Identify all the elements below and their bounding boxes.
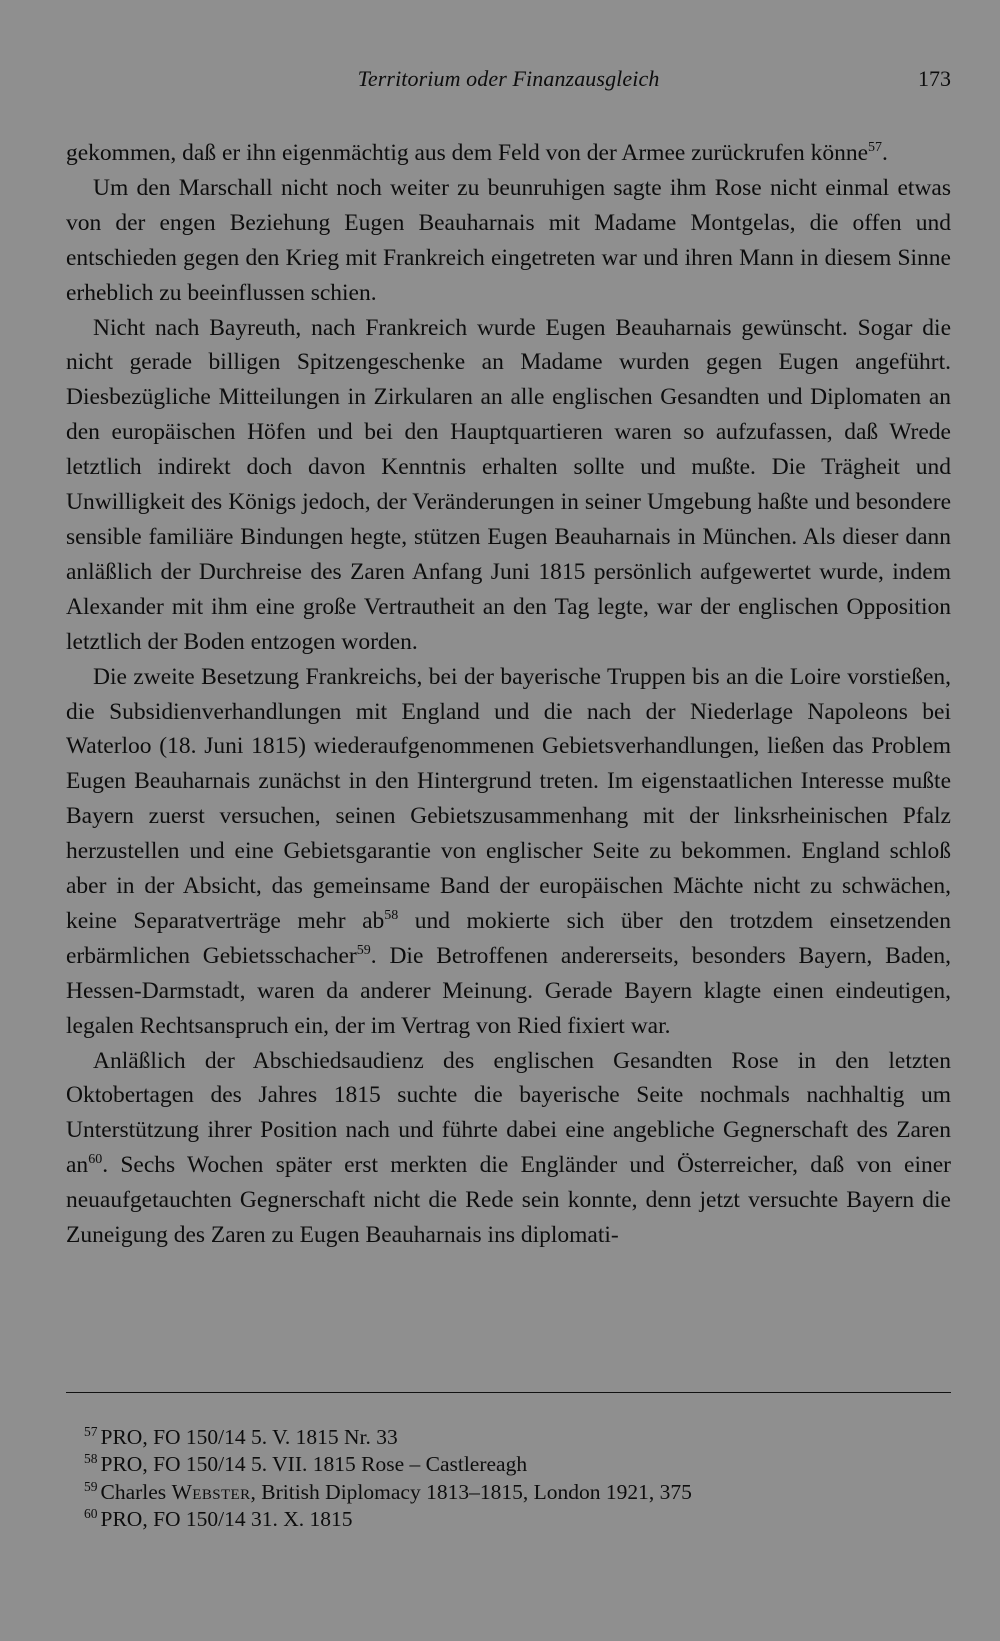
footnote-text: PRO, FO 150/14 31. X. 1815	[100, 1506, 353, 1531]
footnote-ref-58: 58	[384, 907, 399, 923]
running-title: Territorium oder Finanzausgleich	[357, 66, 660, 91]
footnote-text: PRO, FO 150/14 5. V. 1815 Nr. 33	[100, 1425, 398, 1449]
footnote-mark: 57	[84, 1424, 98, 1439]
footnote-58	[84, 1451, 944, 1478]
footnote-text-pre: Charles	[100, 1479, 172, 1504]
footnote-rule	[66, 1392, 951, 1393]
footnote-text: PRO, FO 150/14 5. VII. 1815 Rose – Castlereagh	[100, 1452, 528, 1477]
paragraph-5	[66, 1044, 951, 1253]
paragraph-4	[66, 660, 951, 1044]
footnote-mark: 59	[84, 1478, 98, 1494]
footnote-59	[84, 1479, 944, 1506]
footnote-author-name: Webster	[171, 1479, 251, 1504]
paragraph-4-part-b: und mokierte sich über den trotzdem einsetzenden erbärmlichen Gebietsschacher	[66, 907, 951, 969]
paragraph-4-part-c: . Die Betroffenen andererseits, besonders Bayern, Baden, Hessen-Darmstadt, waren da anderer Meinung. Gerade Bayern klagte einen eindeutigen, legalen Rechtsanspruch ein, der im Vertrag von Ried fixiert war.	[66, 942, 951, 1039]
paragraph-5-part-b: . Sechs Wochen später erst merkten die Engländer und Österreicher, daß von einer neuaufgetauchten Gegnerschaft nicht die Rede sein konnte, denn jetzt versuchte Bayern die Zuneigung des Zaren zu Eugen Beauharnais ins diplomati-	[66, 1152, 951, 1249]
footnote-text-post: , British Diplomacy 1813–1815, London 1921, 375	[250, 1479, 692, 1504]
paragraph-1	[66, 136, 951, 171]
body-text	[66, 136, 951, 1253]
footnote-ref-57: 57	[868, 140, 883, 155]
footnote-57	[84, 1424, 944, 1451]
footnote-ref-59: 59	[356, 942, 371, 958]
footnote-60	[84, 1506, 944, 1533]
page-number: 173	[918, 66, 951, 91]
footnote-mark: 58	[84, 1451, 98, 1467]
paragraph-3: Nicht nach Bayreuth, nach Frankreich wurde Eugen Beauharnais gewünscht. Sogar die nicht gerade billigen Spitzengeschenke an Madame wurden gegen Eugen angeführt. Diesbezügliche Mitteilungen in Zirkularen an alle englischen Gesandten und Diplomaten an den europäischen Höfen und bei den Hauptquartieren waren so aufzufassen, daß Wrede letztlich indirekt doch davon Kenntnis erhalten sollte und mußte. Die Trägheit und Unwilligkeit des Königs jedoch, der Veränderungen in seiner Umgebung haßte und besondere sensible familiäre Bindungen hegte, stützen Eugen Beauharnais in München. Als dieser dann anläßlich der Durchreise des Zaren Anfang Juni 1815 persönlich aufgewertet wurde, indem Alexander mit ihm eine große Vertrautheit an den Tag legte, war der englischen Opposition letztlich der Boden entzogen worden.	[66, 314, 951, 655]
footnotes	[84, 1424, 944, 1533]
footnote-ref-60: 60	[88, 1152, 103, 1168]
paragraph-1-text: gekommen, daß er ihn eigenmächtig aus dem Feld von der Armee zurückrufen könne	[66, 140, 869, 166]
paragraph-5-part-a: Anläßlich der Abschiedsaudienz des englischen Gesandten Rose in den letzten Oktobertagen des Jahres 1815 suchte die bayerische Seite nochmals nachhaltig um Unterstützung ihrer Position nach und führte dabei eine angebliche Gegnerschaft des Zaren an	[66, 1047, 951, 1179]
running-head	[66, 66, 951, 96]
paragraph-2: Um den Marschall nicht noch weiter zu beunruhigen sagte ihm Rose nicht einmal etwas von der engen Beziehung Eugen Beauharnais mit Madame Montgelas, die offen und entschieden gegen den Krieg mit Frankreich eingetreten war und ihren Mann in diesem Sinne erheblich zu beeinflussen schien.	[66, 174, 951, 306]
paragraph-1-tail: .	[882, 140, 888, 166]
footnote-mark: 60	[84, 1505, 98, 1521]
paragraph-4-part-a: Die zweite Besetzung Frankreichs, bei der bayerische Truppen bis an die Loire vorstießen, die Subsidienverhandlungen mit England und die nach der Niederlage Napoleons bei Waterloo (18. Juni 1815) wiederaufgenommenen Gebietsverhandlungen, ließen das Problem Eugen Beauharnais zunächst in den Hintergrund treten. Im eigenstaatlichen Interesse mußte Bayern zuerst versuchen, seinen Gebietszusammenhang mit der linksrheinischen Pfalz herzustellen und eine Gebietsgarantie von englischer Seite zu bekommen. England schloß aber in der Absicht, das gemeinsame Band der europäischen Mächte nicht zu schwächen, keine Separatverträge mehr ab	[66, 663, 951, 934]
